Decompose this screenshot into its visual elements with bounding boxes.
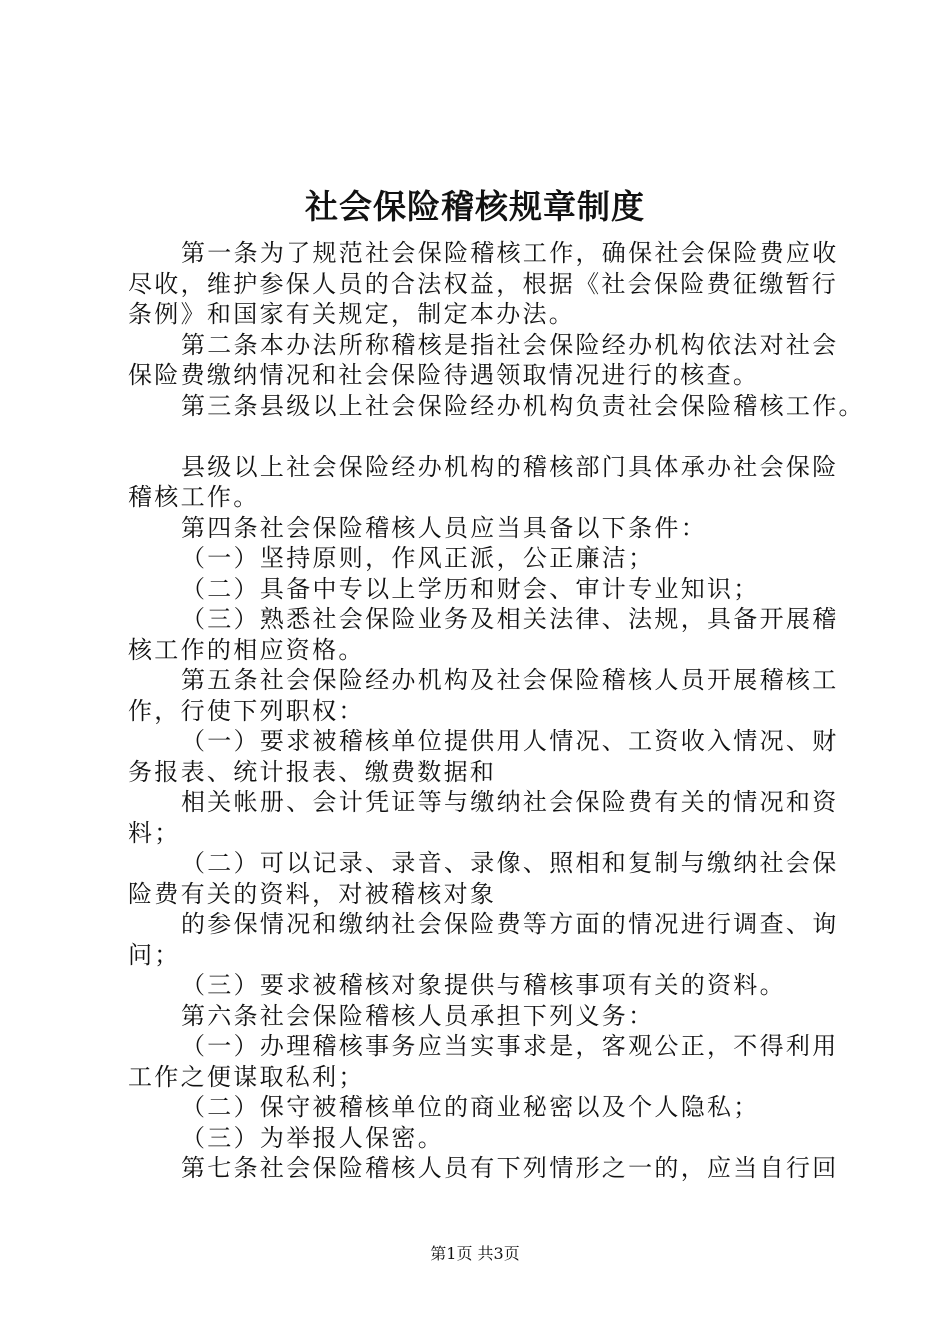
page-footer: 第1页 共3页 xyxy=(430,1244,520,1263)
paragraph-line: （三）熟悉社会保险业务及相关法律、法规，具备开展稽 xyxy=(181,605,839,633)
paragraph-line: （二）保守被稽核单位的商业秘密以及个人隐私； xyxy=(181,1093,760,1121)
paragraph-line: 核工作的相应资格。 xyxy=(128,635,365,664)
paragraph-line: 作，行使下列职权： xyxy=(128,696,365,725)
paragraph-line: （一）坚持原则，作风正派，公正廉洁； xyxy=(181,544,655,572)
paragraph-line: 第三条县级以上社会保险经办机构负责社会保险稽核工作。 xyxy=(181,391,865,420)
paragraph-line xyxy=(128,421,838,452)
paragraph-line: （二）具备中专以上学历和财会、审计专业知识； xyxy=(181,574,760,603)
paragraph-line: （一）要求被稽核单位提供用人情况、工资收入情况、财 xyxy=(181,727,839,755)
paragraph-line: 县级以上社会保险经办机构的稽核部门具体承办社会保险 xyxy=(181,452,839,481)
paragraph-line: 条例》和国家有关规定，制定本办法。 xyxy=(128,300,576,328)
paragraph-line: 料； xyxy=(128,818,181,847)
document-title: 社会保险稽核规章制度 xyxy=(305,187,645,226)
paragraph-line: （三）要求被稽核对象提供与稽核事项有关的资料。 xyxy=(181,971,786,999)
paragraph-line: 第一条为了规范社会保险稽核工作，确保社会保险费应收 xyxy=(181,239,839,267)
paragraph-line: 相关帐册、会计凭证等与缴纳社会保险费有关的情况和资 xyxy=(181,788,839,816)
document-body xyxy=(128,238,865,1184)
paragraph-line: （二）可以记录、录音、录像、照相和复制与缴纳社会保 xyxy=(181,849,839,877)
paragraph-line: （三）为举报人保密。 xyxy=(181,1123,444,1152)
paragraph-line: 第五条社会保险经办机构及社会保险稽核人员开展稽核工 xyxy=(181,666,839,694)
paragraph-line: 第七条社会保险稽核人员有下列情形之一的，应当自行回 xyxy=(181,1154,839,1182)
paragraph-line: 险费有关的资料，对被稽核对象 xyxy=(128,879,497,908)
paragraph-line: 第六条社会保险稽核人员承担下列义务： xyxy=(181,1001,655,1030)
paragraph-line: 第二条本办法所称稽核是指社会保险经办机构依法对社会 xyxy=(181,330,839,359)
paragraph-line: 保险费缴纳情况和社会保险待遇领取情况进行的核查。 xyxy=(128,361,760,389)
paragraph-line: 工作之便谋取私利； xyxy=(128,1062,365,1091)
paragraph-line: 稽核工作。 xyxy=(128,483,260,511)
paragraph-line: 第四条社会保险稽核人员应当具备以下条件： xyxy=(181,513,707,542)
paragraph-line: （一）办理稽核事务应当实事求是，客观公正，不得利用 xyxy=(181,1032,839,1060)
paragraph-line: 问； xyxy=(128,940,181,969)
paragraph-line: 的参保情况和缴纳社会保险费等方面的情况进行调查、询 xyxy=(181,910,839,938)
paragraph-line: 尽收，维护参保人员的合法权益，根据《社会保险费征缴暂行 xyxy=(128,269,839,298)
paragraph-line: 务报表、统计报表、缴费数据和 xyxy=(128,757,497,786)
